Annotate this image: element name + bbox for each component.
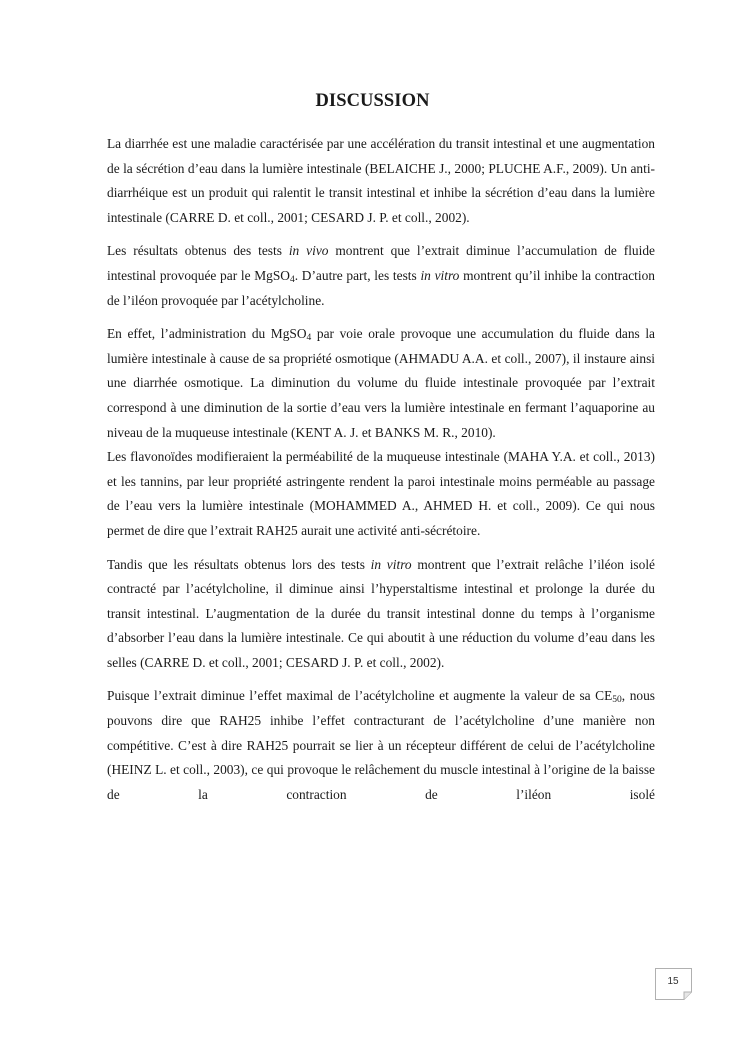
paragraph-6-text-b: , nous pouvons dire que RAH25 inhibe l’effet contracturant de l’acétylcholine d’une manière non compétitive. C’est à dire RAH25 pourrait se lier à un récepteur différent de celui de l’acétylcholine (HEINZ L. et coll., 2003), ce qui provoque le relâchement du muscle intestinal à l’origine de la baisse de la contraction de l’iléon isolé <box>107 688 655 802</box>
paragraph-1: La diarrhée est une maladie caractérisée par une accélération du transit intestinal et une augmentation de la sécrétion d’eau dans la lumière intestinale (BELAICHE J., 2000; PLUCHE A.F., 2009). Un anti-diarrhéique est un produit qui ralentit le transit intestinal et inhibe la sécrétion d’eau dans la lumière intestinale (CARRE D. et coll., 2001; CESARD J. P. et coll., 2002). <box>107 136 655 225</box>
paragraph-2-subscript: 4 <box>289 274 295 285</box>
paragraph-6 <box>107 684 655 807</box>
paragraph-3-subscript: 4 <box>306 333 312 344</box>
paragraph-2-text-d: montrent qu’il inhibe la contraction de l’iléon provoquée par l’acétylcholine. <box>107 267 655 308</box>
paragraph-2-text-b: montrent que l’extrait diminue l’accumulation de fluide intestinal provoquée par le MgSO <box>107 243 655 283</box>
paragraph-3-text-b: par voie orale provoque une accumulation du fluide dans la lumière intestinale à cause de sa propriété osmotique (AHMADU A.A. et coll., 2007), il instaure ainsi une diarrhée osmotique. La diminution du volume du fluide intestinale provoquée par l’extrait correspond à une diminution de la sortie d’eau vers la lumière intestinale en fermant l’aquaporine au niveau de la muqueuse intestinale (KENT A. J. et BANKS M. R., 2010). <box>107 326 656 440</box>
page-title: DISCUSSION <box>315 91 430 111</box>
page-number: 15 <box>667 976 679 987</box>
paragraph-3-text-a: En effet, l’administration du MgSO <box>107 326 307 342</box>
document-body <box>107 132 655 816</box>
paragraph-2-italic-in-vivo: in vivo <box>288 243 329 259</box>
paragraph-2 <box>107 239 655 313</box>
paragraph-6-subscript: 50 <box>612 695 622 706</box>
paragraph-5-text-a: Tandis que les résultats obtenus lors des tests <box>107 556 371 572</box>
paragraph-2-text-c: . D’autre part, les tests <box>294 267 421 283</box>
paragraph-2-text-a: Les résultats obtenus des tests <box>107 243 289 259</box>
paragraph-2-italic-in-vitro: in vitro <box>420 267 460 283</box>
paragraph-6-text-a: Puisque l’extrait diminue l’effet maximal de l’acétylcholine et augmente la valeur de sa CE <box>107 688 613 704</box>
page-number-box <box>655 968 693 1000</box>
paragraph-5-text-b: montrent que l’extrait relâche l’iléon isolé contracté par l’acétylcholine, il diminue ainsi l’hyperstaltisme intestinal et prolonge la durée du transit intestinal. L’augmentation de la durée du transit intestinal donne du temps à l’organisme d’absorber l’eau dans la lumière intestinale. Ce qui aboutit à une réduction du volume d’eau dans les selles (CARRE D. et coll., 2001; CESARD J. P. et coll., 2002). <box>107 556 655 670</box>
paragraph-3 <box>107 322 655 445</box>
paragraph-5 <box>107 553 655 676</box>
paragraph-5-italic-in-vitro: in vitro <box>370 556 412 572</box>
paragraph-4: Les flavonoïdes modifieraient la perméabilité de la muqueuse intestinale (MAHA Y.A. et coll., 2013) et les tannins, par leur propriété astringente rendent la paroi intestinale moins perméable au passage de l’eau vers la lumière intestinale (MOHAMMED A., AHMED H. et coll., 2009). Ce qui nous permet de dire que l’extrait RAH25 aurait une activité anti-sécrétoire. <box>107 449 655 538</box>
